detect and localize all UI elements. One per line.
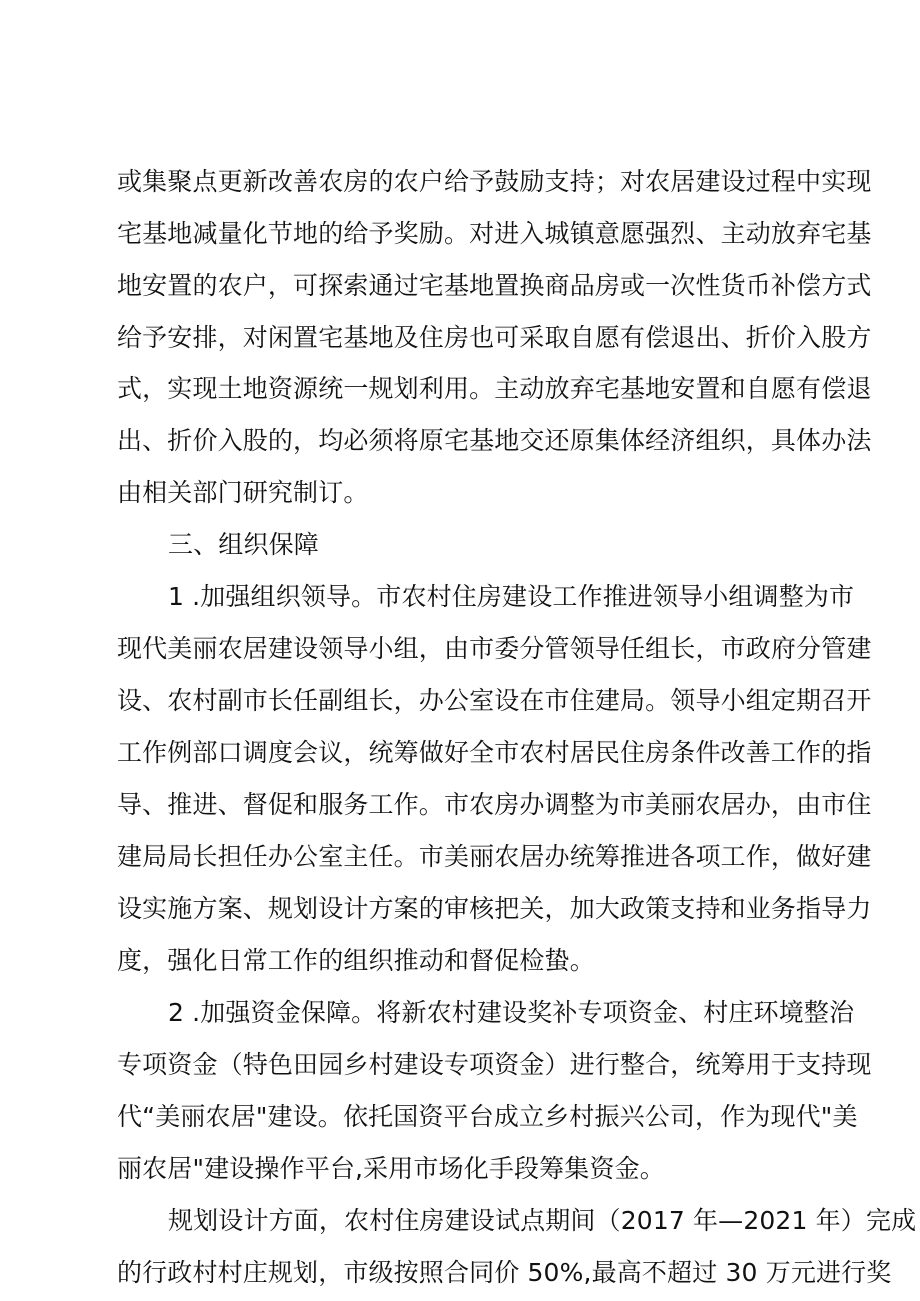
section-heading: 三、组织保障 <box>168 530 319 559</box>
body-text-line: 代“美丽农居"建设。依托国资平台成立乡村振兴公司，作为现代"美 <box>117 1102 858 1131</box>
body-text-line: 工作例部口调度会议，统筹做好全市农村居民住房条件改善工作的指 <box>117 738 872 767</box>
body-text-line: 2 .加强资金保障。将新农村建设奖补专项资金、村庄环境整治 <box>168 998 855 1027</box>
body-text-line: 设实施方案、规划设计方案的审核把关，加大政策支持和业务指导力 <box>117 894 872 923</box>
body-text-line: 的行政村村庄规划，市级按照合同价 50%,最高不超过 30 万元进行奖 <box>117 1258 892 1287</box>
body-text-line: 导、推进、督促和服务工作。市农房办调整为市美丽农居办，由市住 <box>117 790 872 819</box>
body-text-line: 式，实现土地资源统一规划利用。主动放弃宅基地安置和自愿有偿退 <box>117 374 872 403</box>
body-text-line: 丽农居"建设操作平台,采用市场化手段筹集资金。 <box>117 1154 665 1183</box>
body-text-line: 规划设计方面，农村住房建设试点期间（2017 年—2021 年）完成 <box>168 1206 917 1235</box>
body-text-line: 或集聚点更新改善农房的农户给予鼓励支持；对农居建设过程中实现 <box>117 167 872 196</box>
body-text-line: 出、折价入股的，均必须将原宅基地交还原集体经济组织，具体办法 <box>117 426 872 455</box>
body-text-line: 地安置的农户，可探索通过宅基地置换商品房或一次性货币补偿方式 <box>117 271 872 300</box>
body-text-line: 建局局长担任办公室主任。市美丽农居办统筹推进各项工作，做好建 <box>117 842 872 871</box>
body-text-line: 给予安排，对闲置宅基地及住房也可采取自愿有偿退出、折价入股方 <box>117 323 872 352</box>
body-text-line: 宅基地减量化节地的给予奖励。对进入城镇意愿强烈、主动放弃宅基 <box>117 219 872 248</box>
body-text-line: 设、农村副市长任副组长，办公室设在市住建局。领导小组定期召开 <box>117 686 872 715</box>
body-text-line: 度，强化日常工作的组织推动和督促检蛰。 <box>117 946 595 975</box>
body-text-line: 1 .加强组织领导。市农村住房建设工作推进领导小组调整为市 <box>168 582 855 611</box>
body-text-line: 由相关部门研究制订。 <box>117 478 369 507</box>
body-text-line: 现代美丽农居建设领导小组，由市委分管领导任组长，市政府分管建 <box>117 634 872 663</box>
body-text-line: 专项资金（特色田园乡村建设专项资金）进行整合，统筹用于支持现 <box>117 1050 872 1079</box>
